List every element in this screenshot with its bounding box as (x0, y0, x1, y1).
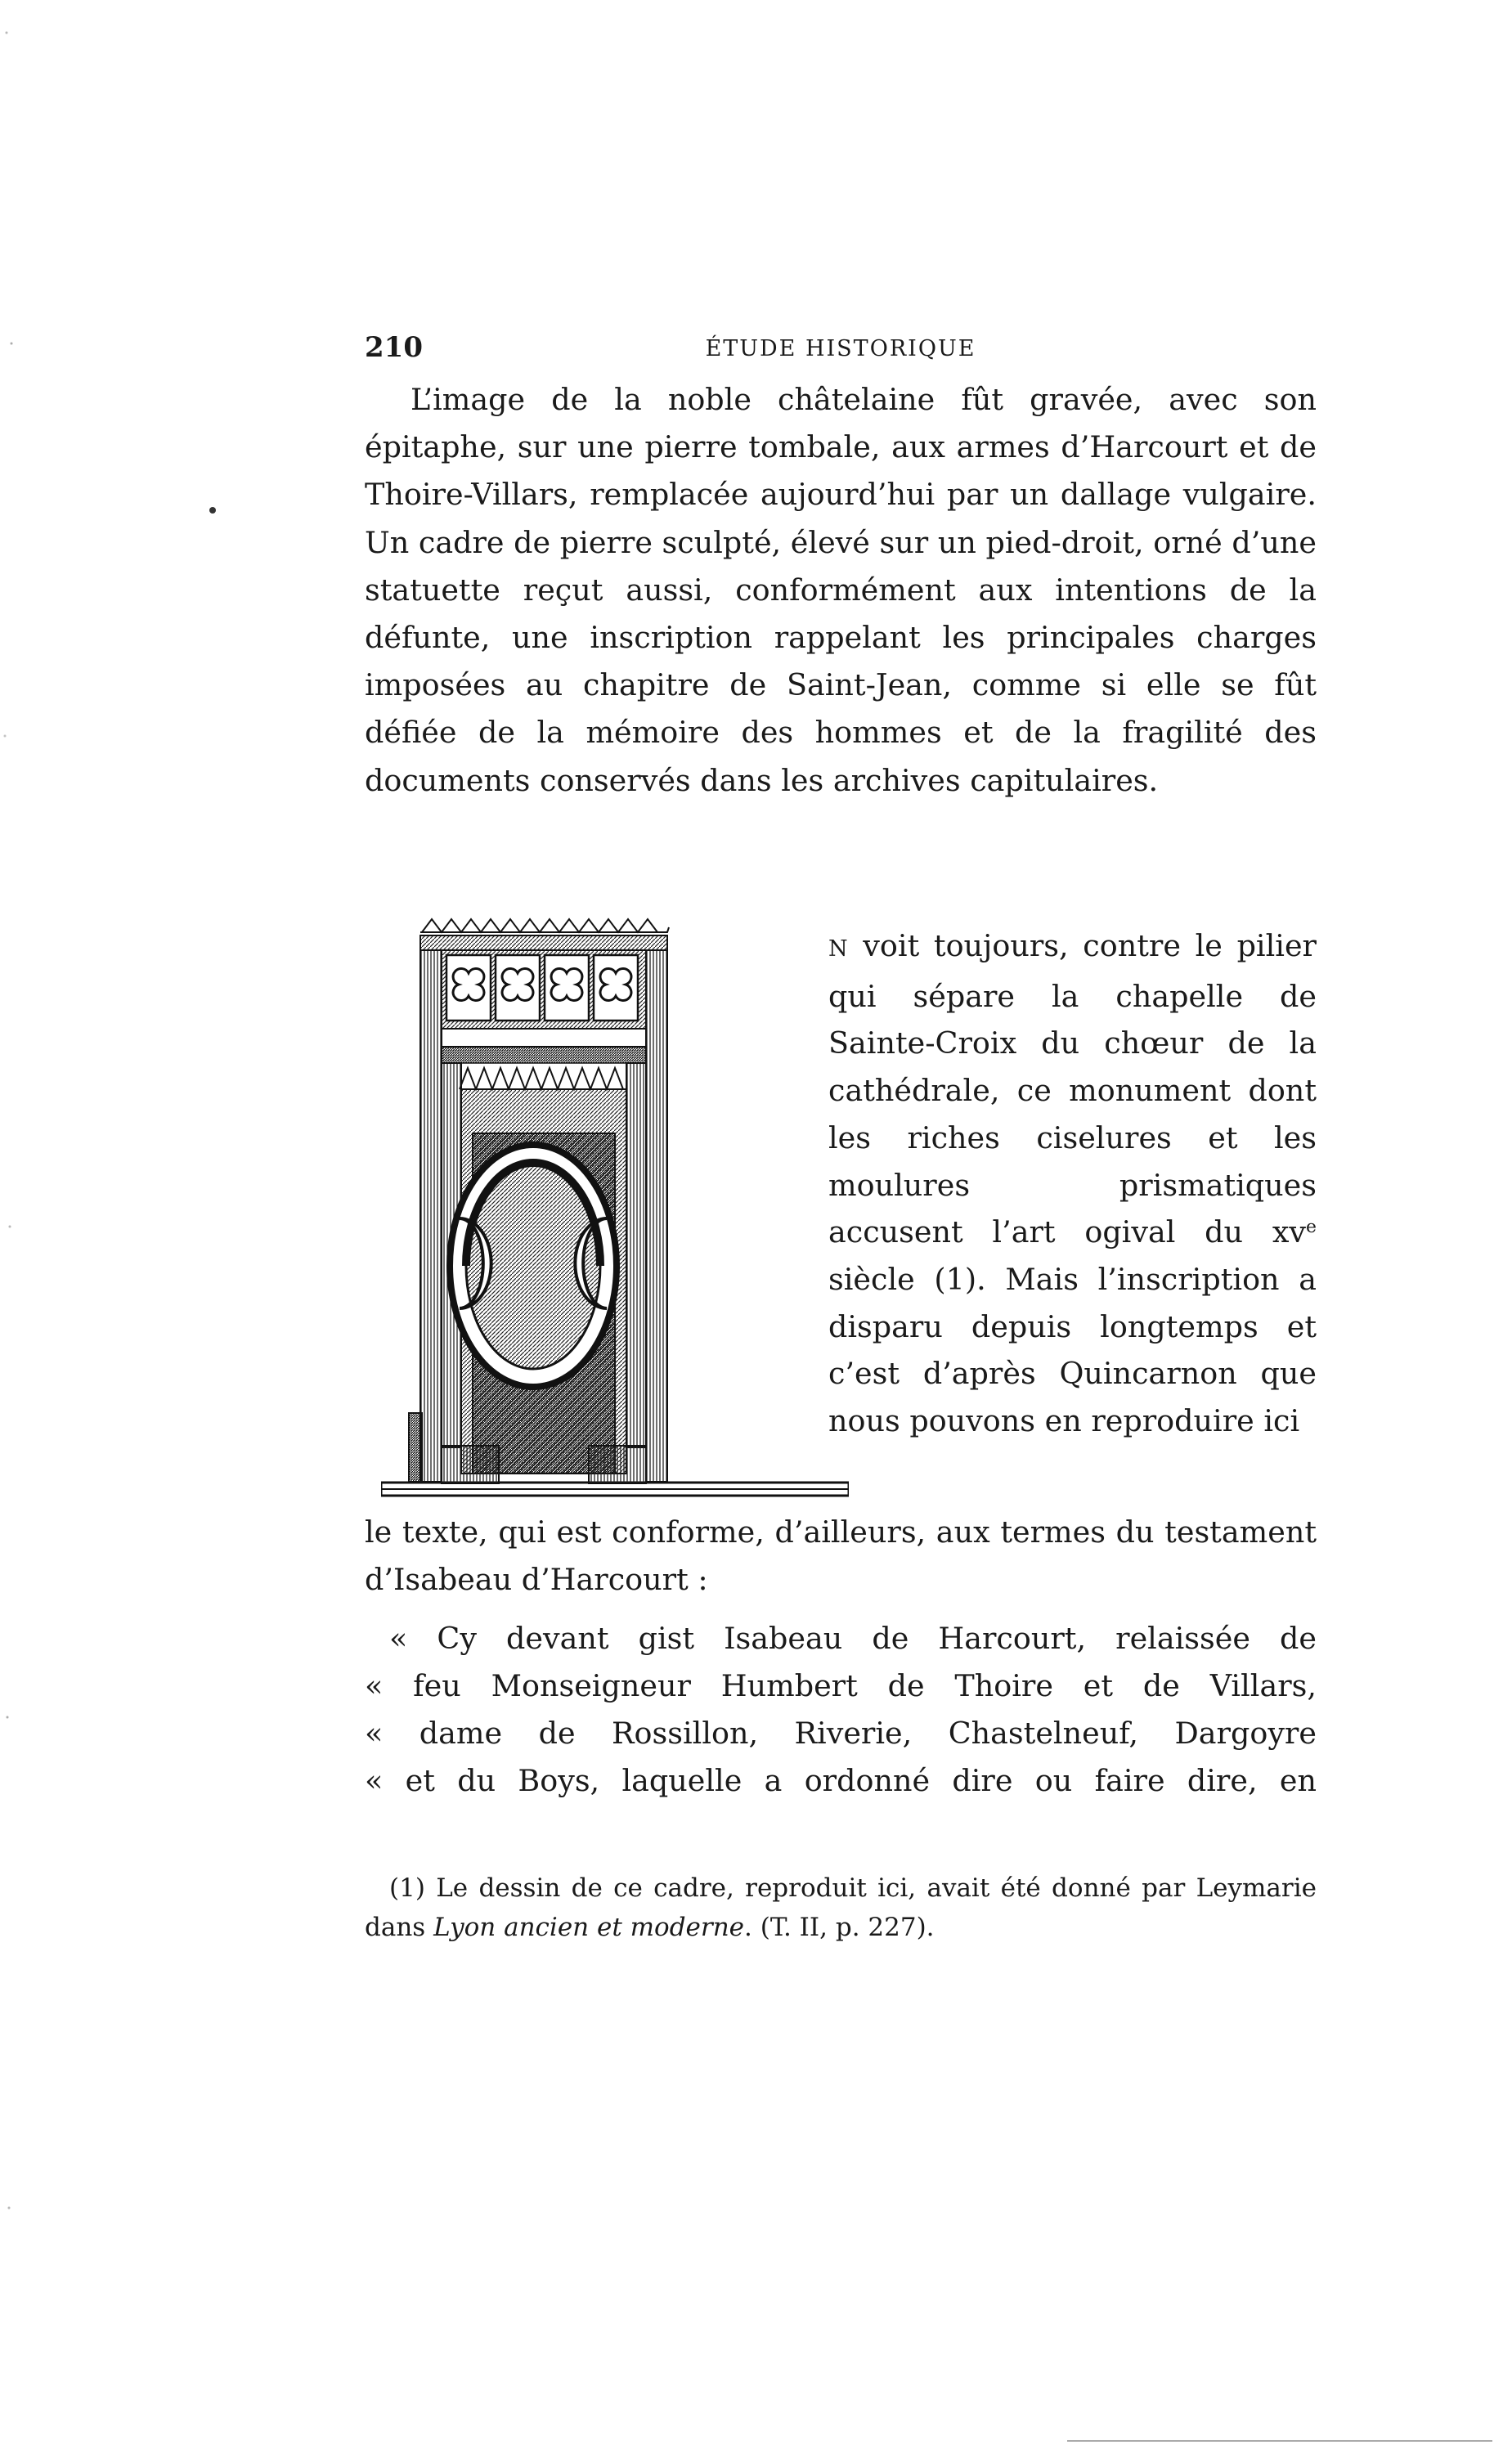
paragraph-1-text: L’image de la noble châtelaine fût gravée, avec son épitaphe, sur une pierre tombale, aux armes d’Harcourt et de Thoire-Villars, remplacée aujourd’hui par un dallage vulgaire. Un cadre de pierre sculpté, élevé sur un pied-droit, orné d’une statuette reçut aussi, conformément aux intentions de la défunte, une inscription rappelant les principales charges imposées au chapitre de Saint-Jean, comme si elle se fût défiée de la mémoire des hommes et de la fragilité des documents conservés dans les archives capitulaires. (365, 382, 1317, 798)
footnote-reference: . (T. II, p. 227). (744, 1913, 935, 1942)
scan-bottom-rule (1067, 2440, 1492, 2442)
engraving-illustration (381, 914, 849, 1501)
quote-line: « et du Boys, laquelle a ordonné dire ou faire dire, en (365, 1763, 1317, 1798)
quote-line: « Cy devant gist Isabeau de Harcourt, relaissée de (389, 1621, 1317, 1656)
paragraph-2-wrapped (828, 922, 1317, 1445)
gothic-frame-engraving (381, 914, 849, 1501)
running-title: ÉTUDE HISTORIQUE (705, 336, 976, 361)
century-superscript: e (1306, 1217, 1317, 1238)
scan-speck (209, 507, 216, 514)
quote-line: « dame de Rossillon, Riverie, Chastelneuf, Dargoyre (365, 1716, 1317, 1751)
dropcap-letter: N (828, 936, 849, 962)
quote-line: « feu Monseigneur Humbert de Thoire et de Villars, (365, 1668, 1317, 1703)
footnote-text: (1) Le dessin de ce cadre, reproduit ici, avait été donné par Leymarie dans (365, 1873, 1317, 1942)
paragraph-2-continuation: le texte, qui est conforme, d’ailleurs, aux termes du testament d’Isabeau d’Harcourt : (365, 1514, 1317, 1597)
footnote-book-title: Lyon ancien et moderne (433, 1913, 745, 1942)
scan-edge-noise (0, 0, 18, 2463)
footnote (365, 1869, 1317, 1947)
epitaph-quote (365, 1615, 1317, 1805)
page-number: 210 (365, 331, 423, 364)
paragraph-2-text-b: siècle (1). Mais l’inscription a disparu depuis longtemps et c’est d’après Quincarnon que nous pouvons en reproduire ici (828, 1261, 1317, 1439)
paragraph-2-text-a: voit toujours, contre le pilier qui sépare la chapelle de Sainte-Croix du chœur de la cathédrale, ce monument dont les riches ciselures et les moulures prismatiques accusent l’art ogival du xv (828, 928, 1317, 1250)
running-head (365, 331, 1317, 372)
paragraph-1 (365, 376, 1317, 805)
